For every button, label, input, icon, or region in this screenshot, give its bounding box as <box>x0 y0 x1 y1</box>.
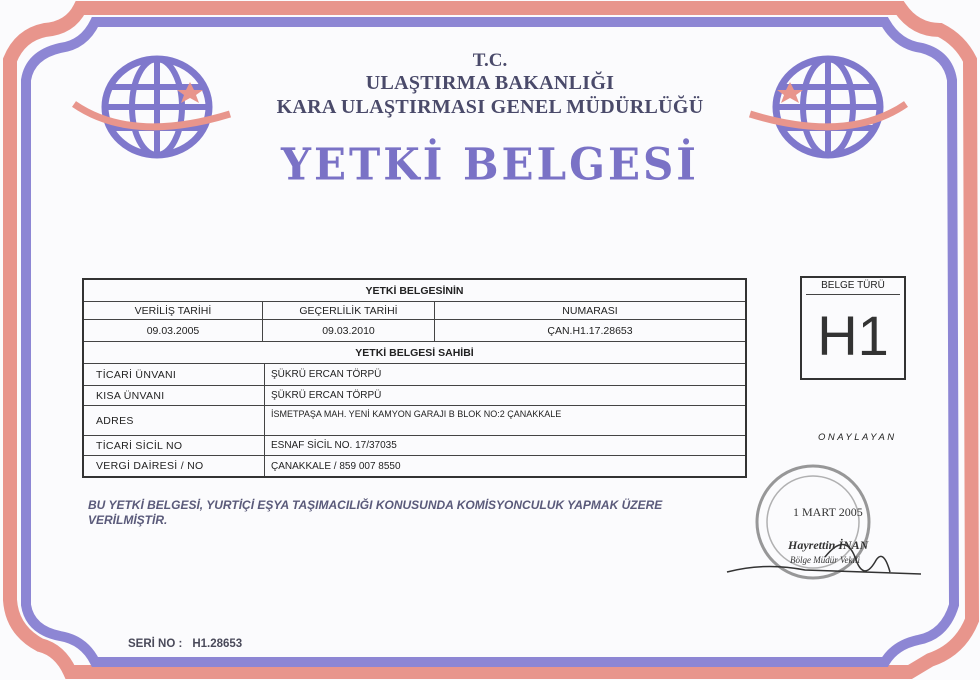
divider <box>806 294 900 295</box>
column-header: VERİLİŞ TARİHİ <box>134 304 212 317</box>
directorate-name: KARA ULAŞTIRMASI GENEL MÜDÜRLÜĞÜ <box>276 96 704 118</box>
document-type-box <box>800 276 906 380</box>
document-type-label: BELGE TÜRÜ <box>821 280 885 291</box>
ministry-name: ULAŞTIRMA BAKANLIĞI <box>365 72 615 94</box>
document-title: YETKİ BELGESİ <box>281 138 699 191</box>
column-header: GEÇERLİLİK TARİHİ <box>262 302 434 319</box>
certificate-table <box>82 278 747 478</box>
table-row <box>84 302 745 320</box>
field-label: ADRES <box>96 414 134 427</box>
serial-label: SERİ NO : <box>128 638 183 650</box>
field-value: İSMETPAŞA MAH. YENİ KAMYON GARAJI B BLOK NO:2 ÇANAKKALE <box>264 406 745 435</box>
table-row <box>84 456 745 476</box>
serial-value: H1.28653 <box>192 638 243 650</box>
document-type-code: H1 <box>817 304 889 367</box>
table-row <box>84 320 745 342</box>
table-row <box>84 386 745 406</box>
field-value: ESNAF SİCİL NO. 17/37035 <box>264 436 745 455</box>
table-row <box>84 406 745 436</box>
approver-label: ONAYLAYAN <box>818 432 897 443</box>
section-title: YETKİ BELGESİNİN <box>365 284 464 297</box>
table-row <box>84 436 745 456</box>
table-row <box>84 280 745 302</box>
holder-title: YETKİ BELGESİ SAHİBİ <box>355 346 474 359</box>
table-row <box>84 342 745 364</box>
certificate-number: ÇAN.H1.17.28653 <box>434 320 745 341</box>
column-header: NUMARASI <box>434 302 745 319</box>
official-stamp <box>725 462 925 612</box>
signatory-role: Bölge Müdür Vekili <box>790 555 860 565</box>
table-row <box>84 364 745 386</box>
field-label: VERGİ DAİRESİ / NO <box>96 460 204 472</box>
field-label: TİCARİ ÜNVANI <box>96 368 177 381</box>
field-value: ŞÜKRÜ ERCAN TÖRPÜ <box>264 364 745 385</box>
signatory-name: Hayrettin İNAN <box>788 538 869 552</box>
field-label: TİCARİ SİCİL NO <box>96 439 183 452</box>
stamp-date: 1 MART 2005 <box>793 505 863 519</box>
field-value: ŞÜKRÜ ERCAN TÖRPÜ <box>264 386 745 405</box>
issue-date: 09.03.2005 <box>146 324 200 337</box>
validity-date: 09.03.2010 <box>262 320 434 341</box>
statement-text: BU YETKİ BELGESİ, YURTİÇİ EŞYA TAŞIMACILIĞI KONUSUNDA KOMİSYONCULUK YAPMAK ÜZERE VERİLMİŞTİR. <box>88 498 663 527</box>
field-label: KISA ÜNVANI <box>96 389 165 402</box>
field-value: ÇANAKKALE / 859 007 8550 <box>264 456 745 476</box>
state-label: T.C. <box>472 50 508 71</box>
serial-number <box>128 638 242 650</box>
